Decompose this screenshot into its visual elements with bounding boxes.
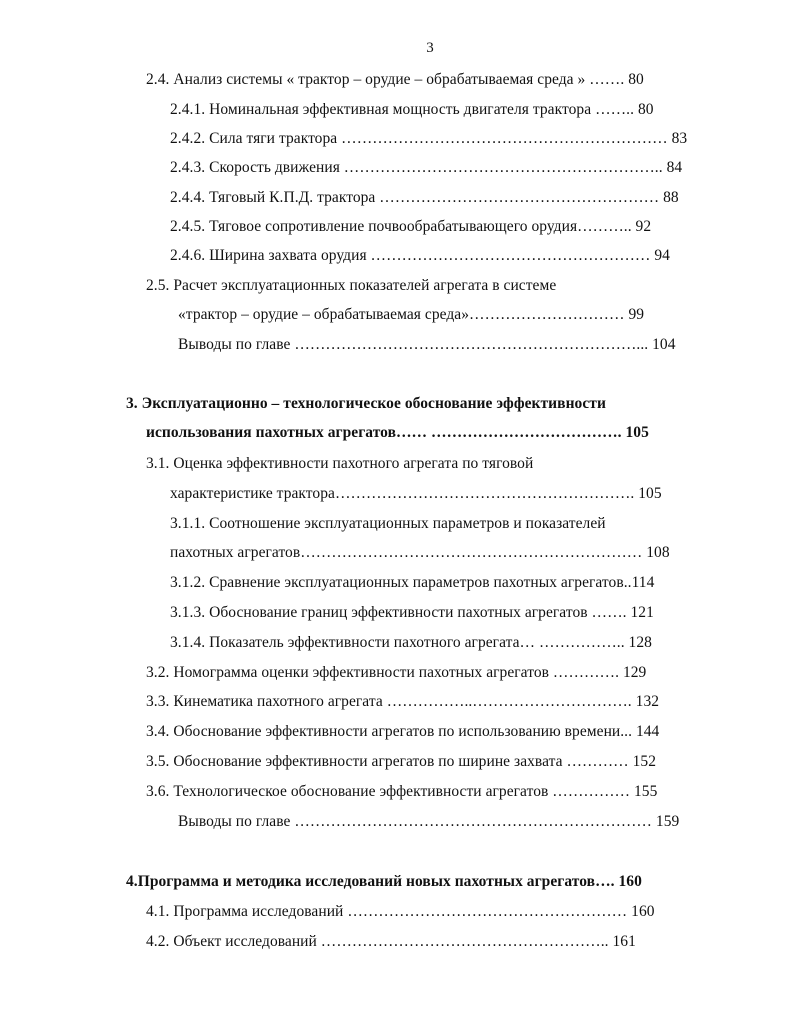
toc-entry-3-4: 3.4. Обоснование эффективности агрегатов по использованию времени... 144 (146, 723, 660, 740)
toc-entry-2-4-4: 2.4.4. Тяговый К.П.Д. трактора ……………………………………………… 88 (170, 189, 679, 206)
toc-entry-conclusions-2: Выводы по главе …………………………………………………………... 104 (178, 336, 676, 353)
toc-entry-4-2: 4.2. Объект исследований ……………………………………………….. 161 (146, 933, 636, 950)
toc-entry-3-5: 3.5. Обоснование эффективности агрегатов по ширине захвата ………… 152 (146, 753, 657, 770)
toc-entry-3-2: 3.2. Номограмма оценки эффективности пахотных агрегатов …………. 129 (146, 664, 647, 681)
toc-entry-chapter-3: 3. Эксплуатационно – технологическое обоснование эффективности (126, 395, 606, 412)
toc-entry-2-4-1: 2.4.1. Номинальная эффективная мощность двигателя трактора …….. 80 (170, 101, 654, 118)
toc-entry-3-1-4: 3.1.4. Показатель эффективности пахотного агрегата… …………….. 128 (170, 634, 652, 651)
toc-entry-3-6: 3.6. Технологическое обоснование эффективности агрегатов …………… 155 (146, 783, 658, 800)
toc-entry-2-4: 2.4. Анализ системы « трактор – орудие – обрабатываемая среда » ……. 80 (146, 71, 644, 88)
toc-entry-2-5: 2.5. Расчет эксплуатационных показателей агрегата в системе (146, 277, 557, 294)
toc-entry-2-4-5: 2.4.5. Тяговое сопротивление почвообрабатывающего орудия……….. 92 (170, 218, 652, 235)
toc-entry-3-1-cont: характеристике трактора…………………………………………………. 105 (170, 485, 662, 502)
toc-entry-4-1: 4.1. Программа исследований ……………………………………………… 160 (146, 903, 655, 920)
toc-entry-3-1-3: 3.1.3. Обоснование границ эффективности пахотных агрегатов ……. 121 (170, 604, 654, 621)
toc-entry-3-1-1-cont: пахотных агрегатов………………………………………………………… 108 (170, 544, 670, 561)
toc-entry-conclusions-3: Выводы по главе …………………………………………………………… 159 (178, 813, 680, 830)
toc-entry-3-3: 3.3. Кинематика пахотного агрегата ……………..…………………………. 132 (146, 693, 660, 710)
toc-entry-2-5-cont: «трактор – орудие – обрабатываемая среда»………………………… 99 (178, 306, 645, 323)
toc-entry-chapter-3-cont: использования пахотных агрегатов…… ………………………………. 105 (146, 424, 649, 441)
toc-entry-2-4-2: 2.4.2. Сила тяги трактора ……………………………………………………… 83 (170, 130, 688, 147)
toc-entry-3-1-2: 3.1.2. Сравнение эксплуатационных параметров пахотных агрегатов..114 (170, 574, 655, 591)
toc-entry-3-1-1: 3.1.1. Соотношение эксплуатационных параметров и показателей (170, 515, 606, 532)
toc-entry-3-1: 3.1. Оценка эффективности пахотного агрегата по тяговой (146, 455, 534, 472)
toc-entry-chapter-4: 4.Программа и методика исследований новых пахотных агрегатов…. 160 (126, 873, 642, 890)
toc-entry-2-4-3: 2.4.3. Скорость движения …………………………………………………….. 84 (170, 159, 683, 176)
toc-entry-2-4-6: 2.4.6. Ширина захвата орудия ……………………………………………… 94 (170, 247, 670, 264)
page-number: 3 (426, 40, 434, 56)
